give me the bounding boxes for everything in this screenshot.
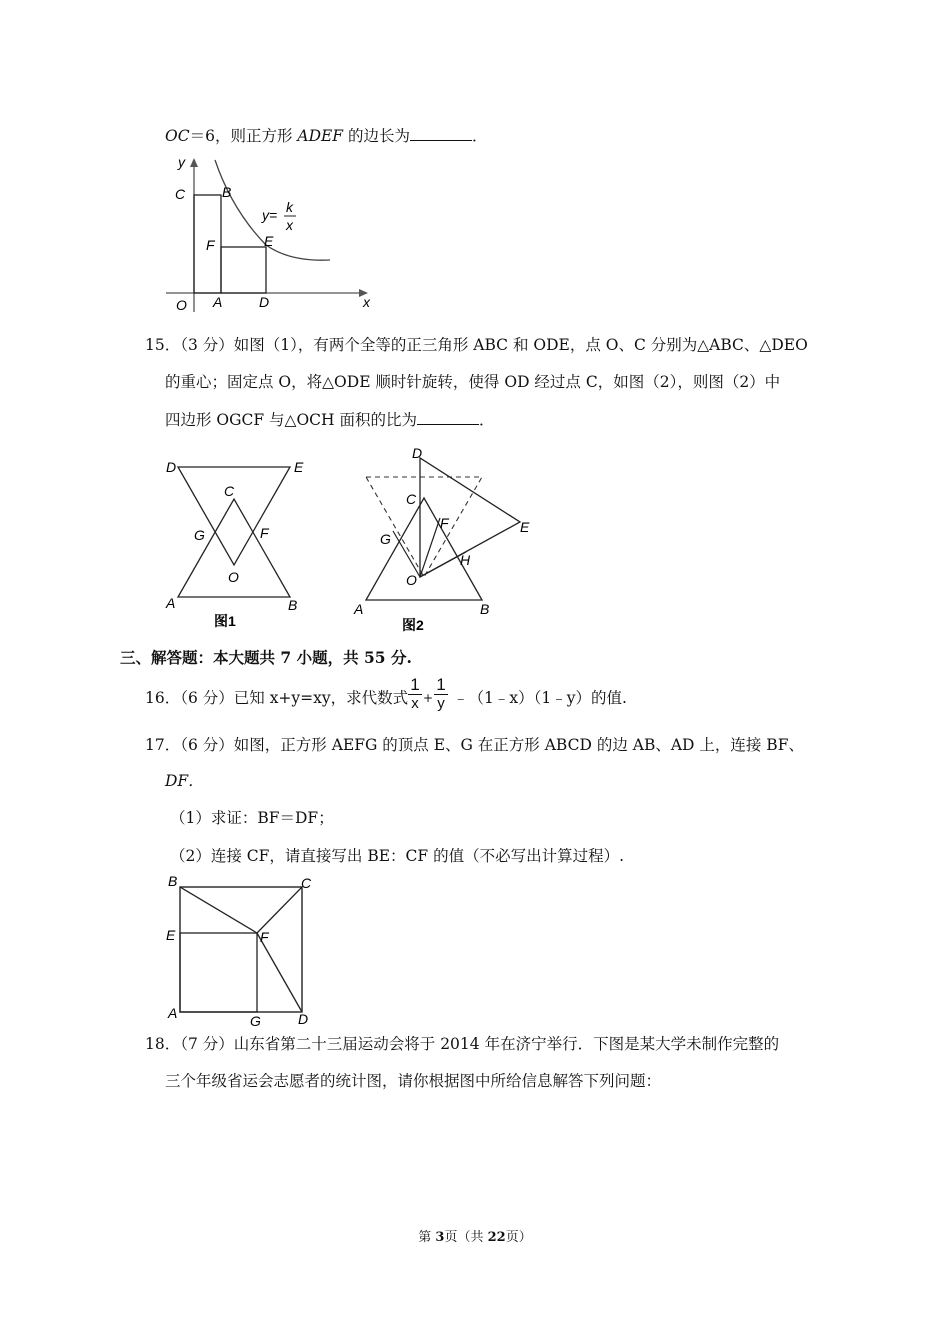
footer-current-page: 3 xyxy=(435,1230,445,1245)
frac1-numerator: 1 xyxy=(408,676,422,695)
label-g: G xyxy=(250,1013,261,1029)
q15-line1: 15．（3 分）如图（1），有两个全等的正三角形 ABC 和 ODE，点 O、C 分别为△ABC、△DEO xyxy=(145,336,808,354)
q14-end: ． xyxy=(472,127,488,145)
q15-line3-end: ． xyxy=(479,411,495,429)
label-h: H xyxy=(460,552,471,568)
function-k: k xyxy=(286,199,293,215)
label-a: A xyxy=(168,1005,178,1021)
q14-text1: ＝6，则正方形 xyxy=(189,127,298,145)
label-e: E xyxy=(264,233,274,249)
label-c: C xyxy=(224,483,235,499)
frac2-numerator: 1 xyxy=(434,676,448,695)
q15-line3 xyxy=(165,410,495,430)
label-b: B xyxy=(222,184,232,200)
q16-text-b: ﹣（1﹣x）（1﹣y）的值. xyxy=(453,689,627,707)
q17-line2: DF． xyxy=(165,772,204,790)
q15-line2: 的重心；固定点 O，将△ODE 顺时针旋转，使得 OD 经过点 C，如图（2），则图（2）中 xyxy=(165,373,781,391)
caption-fig1: 图1 xyxy=(214,613,236,629)
caption-fig2: 图2 xyxy=(402,617,424,633)
footer-text-b: 页（共 xyxy=(444,1230,488,1245)
q14-tail xyxy=(165,126,488,146)
label-d: D xyxy=(166,459,177,475)
q14-adef: ADEF xyxy=(297,127,344,145)
q18-line2: 三个年级省运会志愿者的统计图，请你根据图中所给信息解答下列问题： xyxy=(165,1072,662,1090)
label-g: G xyxy=(380,531,391,547)
label-f: F xyxy=(260,929,269,945)
y-axis-arrow xyxy=(190,158,198,167)
q14-oc: OC xyxy=(165,127,190,145)
answer-blank xyxy=(410,126,472,141)
q17-sub1: （1）求证：BF＝DF； xyxy=(170,809,334,827)
triangle-ode xyxy=(178,467,290,565)
frac1-denominator: x xyxy=(411,695,419,712)
footer-text-a: 第 xyxy=(418,1230,436,1245)
triangle-abc xyxy=(366,498,482,600)
footer-total-pages: 22 xyxy=(487,1230,506,1245)
fraction-1-over-y xyxy=(434,676,448,713)
function-x: x xyxy=(286,217,293,233)
label-c: C xyxy=(175,186,186,202)
label-d: D xyxy=(412,445,423,461)
label-e: E xyxy=(294,459,304,475)
label-o: O xyxy=(176,297,187,313)
frac2-denominator: y xyxy=(437,695,445,712)
label-b: B xyxy=(288,597,298,613)
square-adef xyxy=(221,247,266,293)
label-e: E xyxy=(520,519,530,535)
square-aefg xyxy=(180,933,257,1012)
q14-text2: 的边长为 xyxy=(343,127,411,145)
label-o: O xyxy=(228,569,239,585)
segment-og xyxy=(393,531,420,577)
label-d: D xyxy=(259,294,270,310)
label-a: A xyxy=(354,601,364,617)
q17-line1: 17．（6 分）如图，正方形 AEFG 的顶点 E、G 在正方形 ABCD 的边 AB、AD 上，连接 BF、 xyxy=(145,736,804,754)
figure-q15-1 xyxy=(158,452,318,637)
label-b: B xyxy=(480,601,490,617)
label-x: x xyxy=(363,294,370,310)
segment-cf xyxy=(257,887,302,933)
q18-line1: 18．（7 分）山东省第二十三届运动会将于 2014 年在济宁举行．下图是某大学未制作完整的 xyxy=(145,1035,780,1053)
label-a: A xyxy=(166,595,176,611)
label-o: O xyxy=(406,572,417,588)
q16-text-a: 16．（6 分）已知 x+y=xy，求代数式 xyxy=(145,689,409,707)
q17-sub2: （2）连接 CF，请直接写出 BE：CF 的值（不必写出计算过程）. xyxy=(170,847,625,865)
label-f: F xyxy=(440,515,449,531)
fraction-1-over-x xyxy=(408,676,422,713)
answer-blank xyxy=(417,410,479,425)
label-c: C xyxy=(301,875,312,891)
figure-q17 xyxy=(160,870,325,1030)
label-f: F xyxy=(206,237,215,253)
label-a: A xyxy=(213,294,223,310)
label-c: C xyxy=(406,491,417,507)
section-heading: 三、解答题：本大题共 7 小题，共 55 分. xyxy=(120,648,412,667)
segment-bf xyxy=(180,887,257,933)
label-y: y xyxy=(178,154,185,170)
function-y: y= xyxy=(262,207,278,223)
footer-text-c: 页） xyxy=(505,1230,532,1245)
label-e: E xyxy=(166,927,176,943)
q16-plus: + xyxy=(423,691,434,705)
label-b: B xyxy=(168,873,178,889)
label-d: D xyxy=(298,1011,309,1027)
figure-q14 xyxy=(160,150,375,315)
page-footer xyxy=(0,1228,950,1248)
label-g: G xyxy=(194,527,205,543)
q15-line3-text: 四边形 OGCF 与△OCH 面积的比为 xyxy=(165,411,417,429)
label-f: F xyxy=(260,525,269,541)
figure-q15-2 xyxy=(350,440,540,638)
